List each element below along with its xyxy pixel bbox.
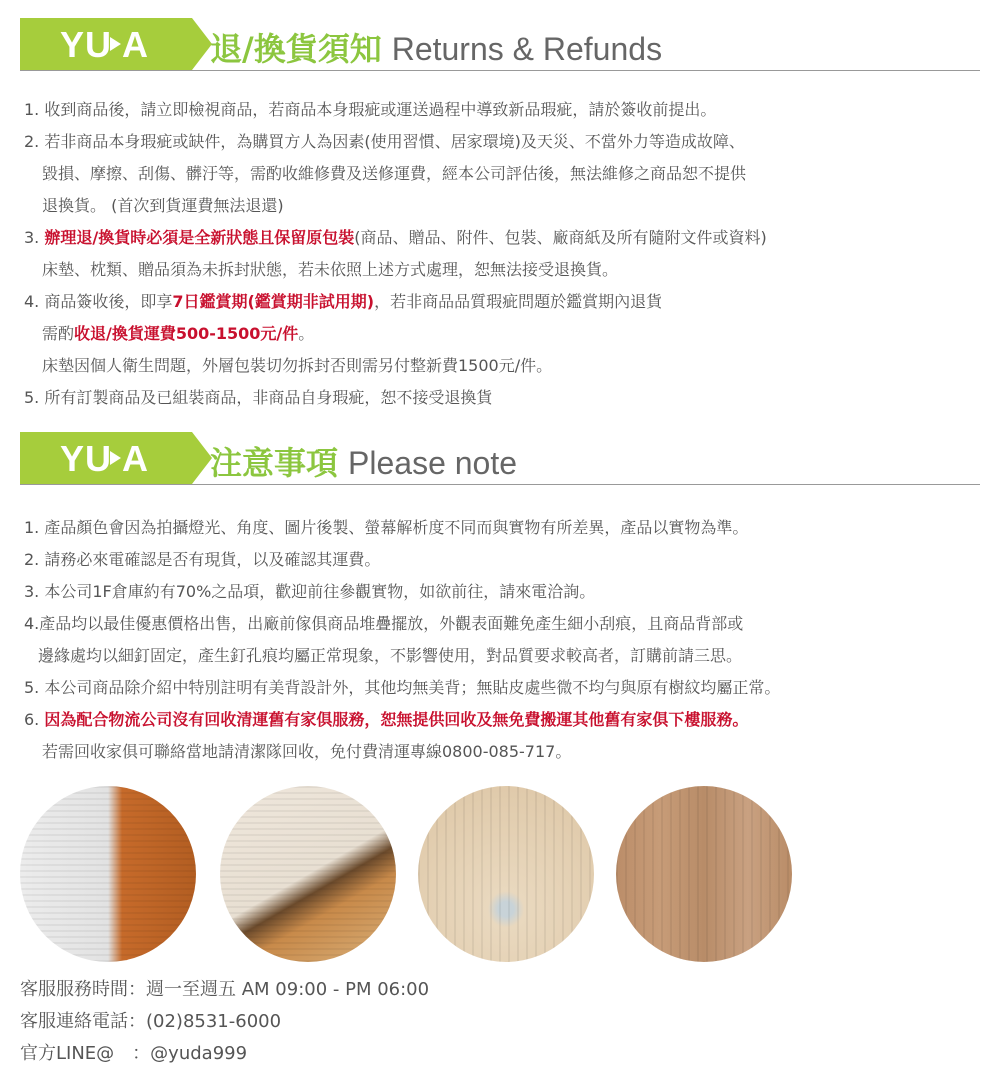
divider [20, 484, 980, 485]
notes-title: 注意事項 Please note [210, 444, 518, 482]
list-item: 5. 所有訂製商品及已組裝商品，非商品自身瑕疵，恕不接受退換貨 [24, 388, 493, 407]
service-hours: 客服服務時間：週一至週五 AM 09:00 - PM 06:00 [20, 979, 430, 1000]
returns-header [20, 18, 980, 70]
service-phone: 客服連絡電話：(02)8531-6000 [20, 1011, 282, 1032]
list-item: 3. 本公司1F倉庫約有70%之品項，歡迎前往參觀實物，如欲前往，請來電洽詢。 [24, 582, 596, 601]
list-item: 4. 商品簽收後，即享7日鑑賞期(鑑賞期非試用期)，若非商品品質瑕疵問題於鑑賞期內退貨 [24, 292, 663, 311]
list-item: 1. 產品顏色會因為拍攝燈光、角度、圖片後製、螢幕解析度不同而與實物有所差異，產品以實物為準。 [24, 518, 749, 537]
wood-grain-knot-photo [418, 786, 594, 962]
returns-title: 退/換貨須知 Returns & Refunds [210, 30, 663, 68]
list-item: 2. 若非商品本身瑕疵或缺件，為購買方人為因素(使用習慣、居家環境)及天災、不當外力等造成故障、 [24, 132, 745, 151]
list-item: 床墊、枕類、贈品須為未拆封狀態，若未依照上述方式處理，恕無法接受退換貨。 [42, 260, 619, 279]
logo-arrow-icon [192, 18, 212, 70]
list-item: 需酌收退/換貨運費500-1500元/件。 [42, 324, 315, 343]
list-item: 5. 本公司商品除介紹中特別註明有美背設計外，其他均無美背；無貼皮處些微不均勻與原有樹紋均屬正常。 [24, 678, 781, 697]
list-item: 毀損、摩擦、刮傷、髒汙等，需酌收維修費及送修運費，經本公司評估後，無法維修之商品恕不提供 [42, 164, 747, 183]
play-icon [110, 37, 121, 51]
wood-nail-hole-photo [20, 786, 196, 962]
line-account: 官方LINE@ ：@yuda999 [20, 1043, 248, 1064]
notes-list [24, 512, 780, 768]
list-item: 邊緣處均以細釘固定，產生釘孔痕均屬正常現象，不影響使用，對品質要求較高者，訂購前請三思。 [38, 646, 743, 665]
returns-list [24, 94, 767, 414]
list-item: 床墊因個人衛生問題，外層包裝切勿拆封否則需另付整新費1500元/件。 [42, 356, 553, 375]
play-icon [110, 451, 121, 465]
list-item: 1. 收到商品後，請立即檢視商品，若商品本身瑕疵或運送過程中導致新品瑕疵，請於簽收前提出。 [24, 100, 717, 119]
contact-info [20, 974, 429, 1070]
yuda-logo: YU A [20, 432, 192, 484]
list-item: 3. 辦理退/換貨時必須是全新狀態且保留原包裝(商品、贈品、附件、包裝、廠商紙及所有隨附文件或資料) [24, 228, 767, 247]
logo-arrow-icon [192, 432, 212, 484]
wood-edge-photo [220, 786, 396, 962]
list-item: 4.產品均以最佳優惠價格出售，出廠前傢俱商品堆疊擺放，外觀表面難免產生細小刮痕，且商品背部或 [24, 614, 744, 633]
list-item: 若需回收家俱可聯絡當地請清潔隊回收，免付費清運專線0800-085-717。 [42, 742, 572, 761]
wood-veneer-photo [616, 786, 792, 962]
divider [20, 70, 980, 71]
notes-header [20, 432, 980, 484]
wood-texture-photos [0, 786, 1000, 966]
list-item: 退換貨。 (首次到貨運費無法退還) [42, 196, 284, 215]
list-item: 2. 請務必來電確認是否有現貨，以及確認其運費。 [24, 550, 381, 569]
list-item: 6. 因為配合物流公司沒有回收清運舊有家俱服務，恕無提供回收及無免費搬運其他舊有家俱下樓服務。 [24, 710, 749, 729]
yuda-logo: YU A [20, 18, 192, 70]
